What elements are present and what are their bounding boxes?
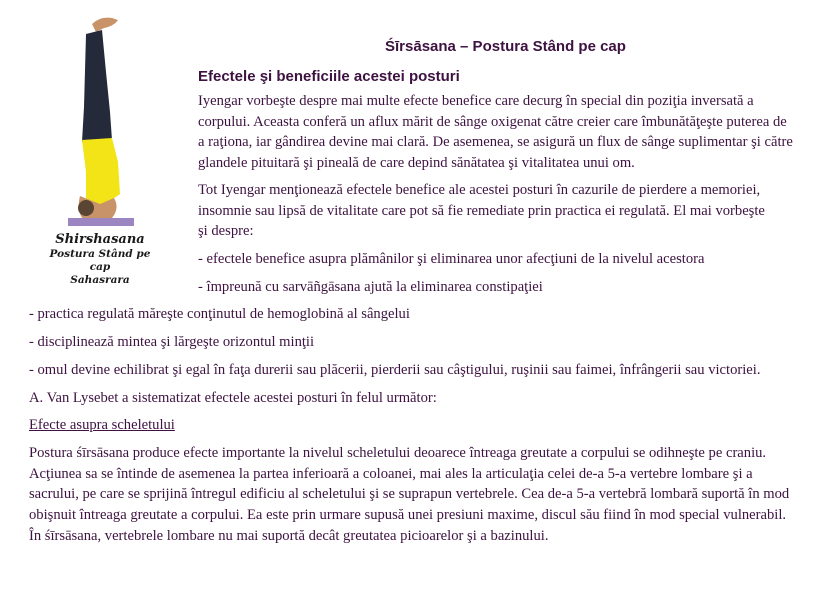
text-line: glandele pituitară şi pineală de care depind sănătatea şi vitalitatea unui om.	[198, 155, 635, 172]
page-title: Śīrsāsana – Postura Stând pe cap	[385, 38, 626, 55]
paragraph-lysebet: A. Van Lysebet a sistematizat efectele acestei posturi în felul următor:	[29, 390, 437, 406]
paragraph-memory	[198, 180, 765, 242]
bullet-constipation: - împreună cu sarvāñgāsana ajută la eliminarea constipaţiei	[198, 279, 543, 295]
text-line: Iyengar vorbeşte despre mai multe efecte benefice care decurg în special din poziţia inversată a	[198, 93, 754, 109]
bullet-balance: - omul devine echilibrat şi egal în faţa durerii sau plăcerii, pierderii sau câştigului, ruşinii sau faimei, înfrângerii sau victoriei.	[29, 362, 761, 378]
text-line: Postura śīrsāsana produce efecte importante la nivelul scheletului deoarece întreaga greutate a corpului se odihneşte pe craniu.	[29, 445, 767, 461]
headstand-photo	[40, 12, 160, 228]
caption-translation: Postura Stând pe cap	[49, 248, 151, 273]
text-line: corpului. Aceasta conferă un aflux mărit de sânge oxigenat către creier care îmbunătăţeşte puterea de	[198, 113, 787, 130]
section-subtitle: Efectele şi beneficiile acestei posturi	[198, 68, 460, 85]
bullet-hemoglobin: - practica regulată măreşte conţinutul de hemoglobină al sângelui	[29, 306, 410, 322]
text-line: În śīrsāsana, vertebrele lombare nu mai suportă decât greutatea picioarelor şi a bazinului.	[29, 527, 549, 544]
bullet-lungs: - efectele benefice asupra plămânilor şi eliminarea unor afecţiuni de la nivelul acestora	[198, 251, 705, 267]
pose-figure	[40, 12, 160, 287]
text-line: sacrului, pe care se sprijină întregul edificiu al scheletului şi se suprapun vertebrele. Cea de-a 5-a vertebră lombară suportă în mod	[29, 486, 790, 503]
text-line: obişnuit întreaga greutate a corpului. Ea este prin urmare supusă unei presiuni maxime, discul său fiind în mod special vulnerabil.	[29, 507, 787, 524]
text-line: a raţiona, iar gândirea devine mai clară. De asemenea, se asigură un flux de sânge suplimentar şi către	[198, 134, 793, 151]
text-line: Tot Iyengar menţionează efectele benefice ale acestei posturi în cazurile de pierdere a memoriei,	[198, 182, 761, 198]
section-heading-skeleton: Efecte asupra scheletului	[29, 417, 175, 433]
text-line: insomnie sau lipsă de vitalitate care pot să fie remediate prin practica ei regulată. El mai vorbeşte	[198, 202, 765, 219]
text-line: Acţiunea sa se întinde de asemenea la partea inferioară a coloanei, mai ales la articulaţia celei de-a 5-a vertebre lombare şi a	[29, 465, 753, 482]
caption-name: Shirshasana	[55, 232, 145, 247]
caption-chakra: Sahasrara	[70, 274, 130, 286]
bullet-mind: - disciplinează mintea şi lărgeşte orizontul minţii	[29, 334, 315, 350]
paragraph-intro	[198, 91, 793, 174]
text-line: şi despre:	[198, 223, 254, 240]
paragraph-skeleton	[29, 443, 789, 547]
